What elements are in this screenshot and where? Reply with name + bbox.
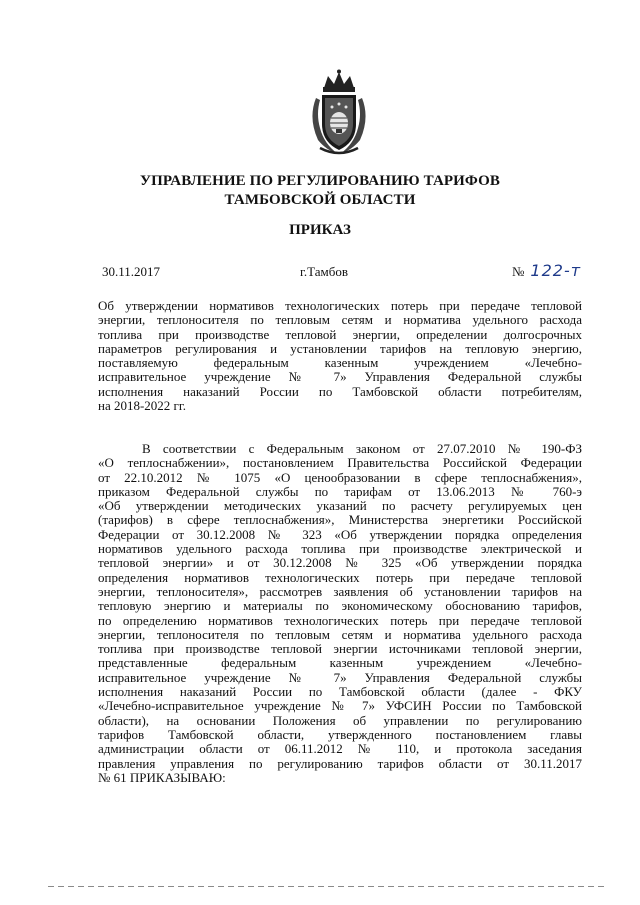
body-line: тарифов Тамбовской области, утвержденного постановлением главы (98, 726, 582, 742)
body-line: приказом Федеральной службы по тарифам от 13.06.2013 № 760-э (98, 483, 582, 499)
subject-line: исполнения наказаний России по Тамбовской области потребителям, (98, 383, 582, 399)
subject-line: параметров регулирования и установлении тарифов на тепловую энергию, (98, 340, 582, 356)
body-line: Федерации от 30.12.2008 № 323 «Об утверждении порядка определения (98, 526, 582, 542)
subject-line: топлива при производстве тепловой энергии, определении долгосрочных (98, 326, 582, 342)
body-line: правления управления по регулированию тарифов области от 30.11.2017 (98, 755, 582, 771)
document-type-title: ПРИКАЗ (289, 222, 351, 238)
body-line: энергии, теплоносителя», рассмотрев заявления об установлении тарифов на (98, 583, 582, 599)
body-line: определения нормативов технологических потерь при передаче тепловой (98, 569, 582, 585)
order-body (98, 442, 582, 785)
document-city: г.Тамбов (300, 264, 348, 279)
body-line: от 22.10.2012 № 1075 «О ценообразовании в сфере теплоснабжения», (98, 469, 582, 485)
body-line: по определению нормативов технологических потерь при передаче тепловой (98, 612, 582, 628)
subject-line: исправительное учреждение № 7» Управления Федеральной службы (98, 369, 582, 385)
subject-line: энергии, теплоносителя по тепловым сетям и норматива удельного расхода (98, 312, 582, 328)
handwritten-number: 122-т (530, 261, 582, 280)
subject-line: на 2018-2022 гг. (98, 398, 187, 414)
document-number (512, 261, 581, 280)
organization-name-line-1: УПРАВЛЕНИЕ ПО РЕГУЛИРОВАНИЮ ТАРИФОВ (140, 173, 500, 189)
document-date: 30.11.2017 (102, 264, 161, 279)
body-line: «Об утверждении методических указаний по расчету регулируемых цен (98, 498, 582, 514)
body-line: В соответствии с Федеральным законом от 27.07.2010 № 190-ФЗ (142, 441, 582, 456)
number-label: № (512, 264, 525, 279)
body-line: администрации области от 06.11.2012 № 110, и протокола заседания (98, 741, 582, 757)
body-line: области), на основании Положения об управлении по регулированию (98, 712, 582, 728)
body-line: «Лечебно-исправительное учреждение № 7» УФСИН России по Тамбовской (98, 698, 582, 714)
page-bottom-divider (48, 886, 608, 887)
body-line: «О теплоснабжении», постановлением Правительства Российской Федерации (98, 455, 582, 471)
organization-name-line-2: ТАМБОВСКОЙ ОБЛАСТИ (224, 192, 416, 208)
body-line: № 61 ПРИКАЗЫВАЮ: (98, 769, 226, 785)
body-line: представленные федеральным казенным учреждением «Лечебно- (98, 655, 582, 671)
order-subject (98, 299, 582, 413)
body-line: топлива при производстве тепловой энергии источниками тепловой энергии, (98, 641, 582, 657)
subject-line: Об утверждении нормативов технологических потерь при передаче тепловой (98, 298, 582, 313)
coat-of-arms-icon (298, 68, 380, 158)
body-line: нормативов удельного расхода топлива при производстве электрической и (98, 541, 582, 557)
subject-line: поставляемую федеральным казенным учреждением «Лечебно- (98, 355, 582, 371)
body-line: энергии, теплоносителя по тепловым сетям и норматива удельного расхода (98, 626, 582, 642)
body-line: (тарифов) в сфере теплоснабжения», Министерства энергетики Российской (98, 512, 582, 528)
body-line: тепловую энергию и материалы по экономическому обоснованию тарифов, (98, 598, 582, 614)
body-line: исполнения наказаний России по Тамбовской области (далее - ФКУ (98, 684, 582, 700)
body-line: исправительное учреждение № 7» Управления Федеральной службы (98, 669, 582, 685)
body-line: тепловой энергии» и от 30.12.2008 № 325 «Об утверждении порядка (98, 555, 582, 571)
